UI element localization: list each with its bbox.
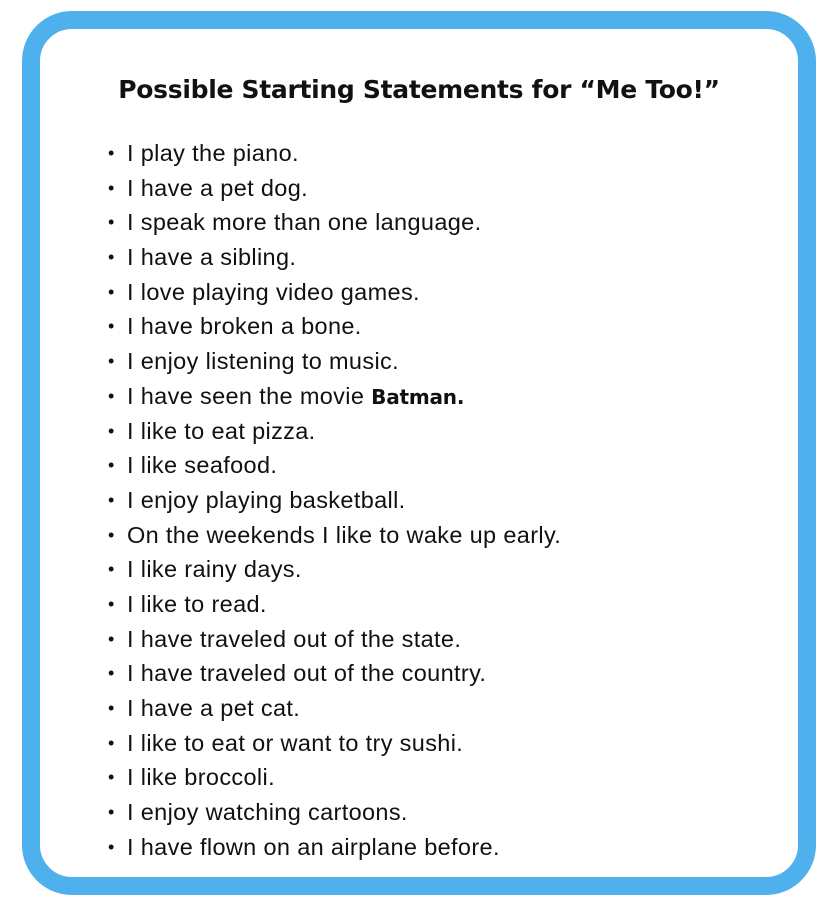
statements-card: [22, 11, 816, 895]
statement-item: [98, 760, 561, 795]
statement-text: I have seen the movie: [127, 382, 372, 409]
statement-text: I play the piano.: [127, 140, 299, 166]
bullet-icon: •: [108, 767, 115, 788]
statement-text: I like seafood.: [127, 452, 278, 479]
statement-item: [98, 379, 561, 414]
bullet-icon: •: [108, 316, 115, 337]
statement-item: [98, 483, 561, 518]
movie-title-emphasis: Batman.: [371, 384, 465, 409]
bullet-icon: •: [108, 593, 115, 614]
statement-item: [98, 309, 561, 344]
bullet-icon: •: [108, 385, 115, 406]
statement-item: [98, 622, 561, 657]
bullet-icon: •: [108, 247, 115, 268]
statement-item: [98, 795, 561, 830]
statement-list: [98, 136, 561, 864]
statement-item: [98, 656, 561, 691]
statement-text: I speak more than one language.: [127, 209, 482, 236]
statement-item: [98, 518, 561, 553]
statement-text: I have traveled out of the state.: [127, 625, 462, 652]
bullet-icon: •: [108, 698, 115, 718]
statement-text: I like to read.: [127, 590, 267, 617]
statement-item: [98, 136, 561, 171]
statement-text: I have a pet dog.: [127, 174, 309, 201]
statement-item: [98, 587, 561, 622]
bullet-icon: •: [108, 281, 115, 302]
statement-text: I like rainy days.: [127, 556, 302, 583]
statement-text: On the weekends I like to wake up early.: [127, 521, 562, 548]
statement-item: [98, 830, 561, 865]
statement-text: I enjoy listening to music.: [127, 348, 399, 375]
bullet-icon: •: [108, 143, 115, 163]
statement-item: [98, 240, 561, 275]
statement-text: I love playing video games.: [127, 278, 420, 305]
statement-item: [98, 171, 561, 206]
bullet-icon: •: [108, 524, 115, 545]
bullet-icon: •: [108, 420, 115, 441]
statement-item: [98, 205, 561, 240]
bullet-icon: •: [108, 802, 115, 823]
statement-text: I like to eat pizza.: [127, 417, 316, 444]
statement-item: [98, 344, 561, 379]
statement-text: I have traveled out of the country.: [127, 660, 487, 687]
statement-text: I have flown on an airplane before.: [127, 833, 500, 860]
statement-text: I have broken a bone.: [127, 313, 362, 340]
statement-item: [98, 414, 561, 449]
statement-text: I enjoy playing basketball.: [127, 486, 406, 513]
bullet-icon: •: [108, 489, 115, 510]
bullet-icon: •: [108, 351, 115, 372]
statement-text: I like broccoli.: [127, 764, 275, 791]
statement-item: [98, 275, 561, 310]
statement-text: I enjoy watching cartoons.: [127, 799, 408, 826]
statement-text: I like to eat or want to try sushi.: [127, 729, 464, 756]
bullet-icon: •: [108, 836, 115, 857]
statement-text: I have a pet cat.: [127, 695, 301, 721]
statement-item: [98, 448, 561, 483]
bullet-icon: •: [108, 559, 115, 580]
bullet-icon: •: [108, 663, 115, 684]
statement-item: [98, 691, 561, 726]
bullet-icon: •: [108, 212, 115, 233]
bullet-icon: •: [108, 455, 115, 476]
statement-item: [98, 726, 561, 761]
statement-item: [98, 552, 561, 587]
bullet-icon: •: [108, 732, 115, 753]
bullet-icon: •: [108, 177, 115, 198]
bullet-icon: •: [108, 628, 115, 649]
card-title: Possible Starting Statements for “Me Too!”: [118, 75, 720, 104]
statement-text: I have a sibling.: [127, 244, 297, 271]
